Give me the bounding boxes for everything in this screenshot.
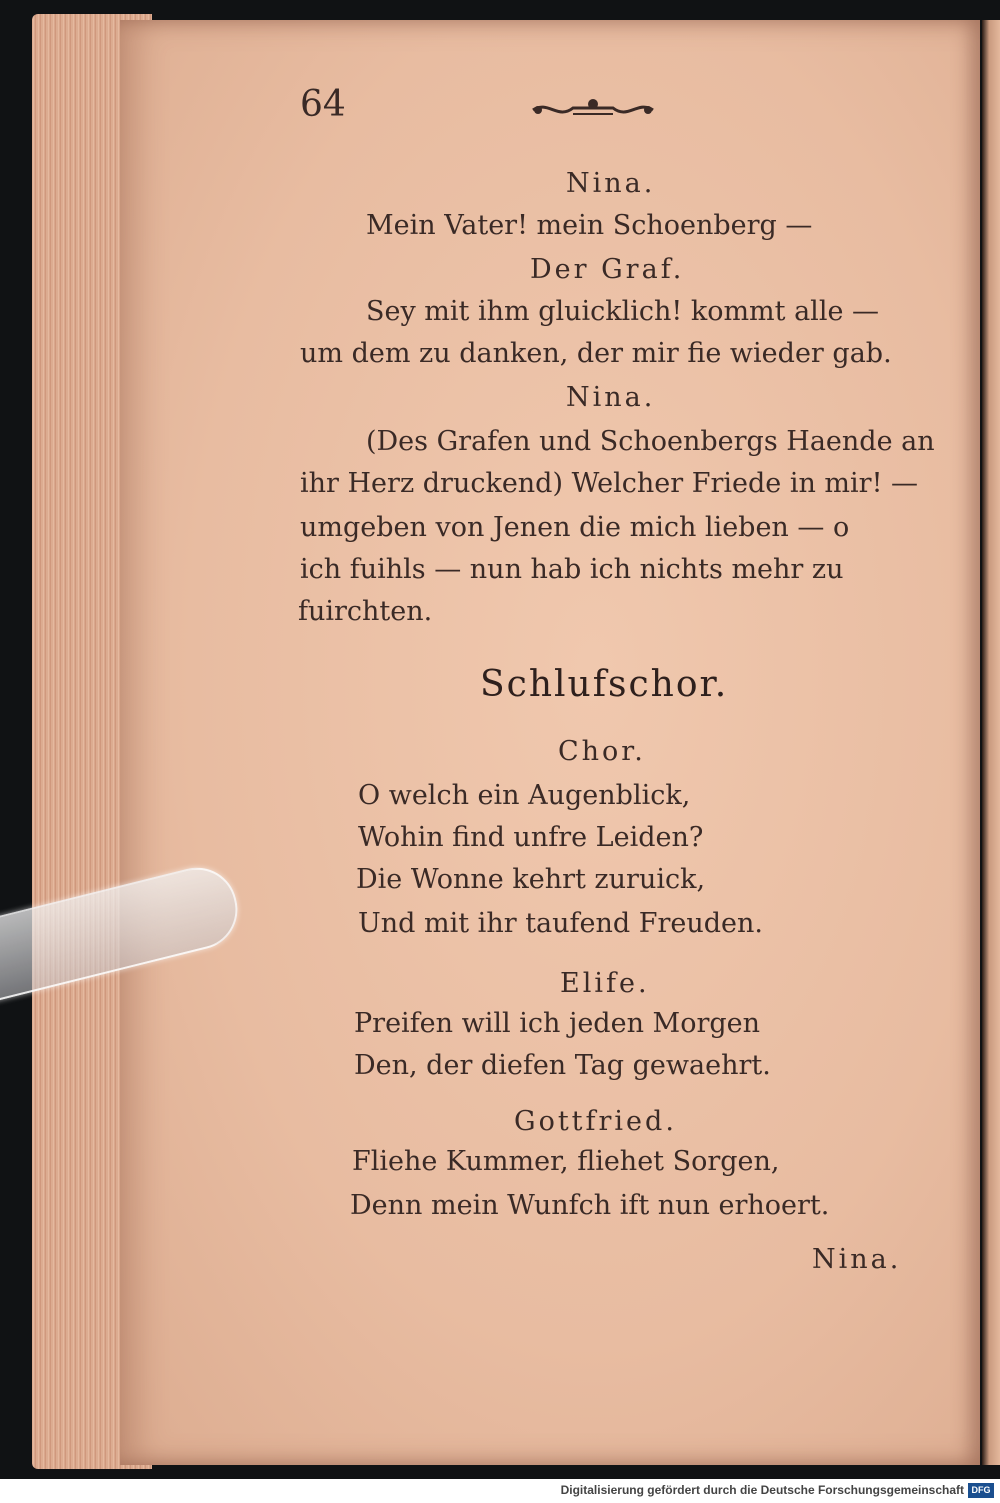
speaker-name: Chor.: [558, 736, 646, 767]
text-line: Mein Vater! mein Schoenberg —: [366, 210, 813, 241]
footer-bar: [0, 1479, 1000, 1503]
text-line: fuirchten.: [298, 596, 433, 627]
facing-page-edge: [982, 20, 1000, 1465]
page-number: 64: [300, 84, 346, 125]
speaker-name: Elife.: [560, 968, 650, 999]
verse-line: Fliehe Kummer, fliehet Sorgen,: [352, 1146, 780, 1177]
verse-line: Und mit ihr taufend Freuden.: [358, 908, 763, 939]
verse-line: O welch ein Augenblick,: [358, 780, 691, 811]
catchword: Nina.: [812, 1244, 902, 1275]
speaker-name: Nina.: [566, 382, 656, 413]
verse-line: Denn mein Wunfch ift nun erhoert.: [350, 1190, 830, 1221]
text-line: Sey mit ihm gluicklich! kommt alle —: [366, 296, 880, 327]
speaker-name: Gottfried.: [514, 1106, 677, 1137]
text-line: um dem zu danken, der mir fie wieder gab.: [300, 338, 892, 369]
verse-line: Preifen will ich jeden Morgen: [354, 1008, 761, 1039]
verse-line: Wohin find unfre Leiden?: [358, 822, 704, 853]
verse-line: Den, der diefen Tag gewaehrt.: [354, 1050, 771, 1081]
section-title: Schlufschor.: [480, 664, 729, 705]
text-line: umgeben von Jenen die mich lieben — o: [300, 512, 850, 543]
text-line: ihr Herz druckend) Welcher Friede in mir! —: [300, 468, 919, 499]
footer-credit: Digitalisierung gefördert durch die Deutsche Forschungsgemeinschaft: [560, 1483, 964, 1497]
dfg-logo-icon: DFG: [968, 1483, 994, 1498]
speaker-name: Nina.: [566, 168, 656, 199]
verse-line: Die Wonne kehrt zuruick,: [356, 864, 706, 895]
text-line: (Des Grafen und Schoenbergs Haende an: [366, 426, 935, 457]
text-line: ich fuihls — nun hab ich nichts mehr zu: [300, 554, 844, 585]
speaker-name: Der Graf.: [530, 254, 685, 285]
ornament-icon: [528, 92, 658, 126]
